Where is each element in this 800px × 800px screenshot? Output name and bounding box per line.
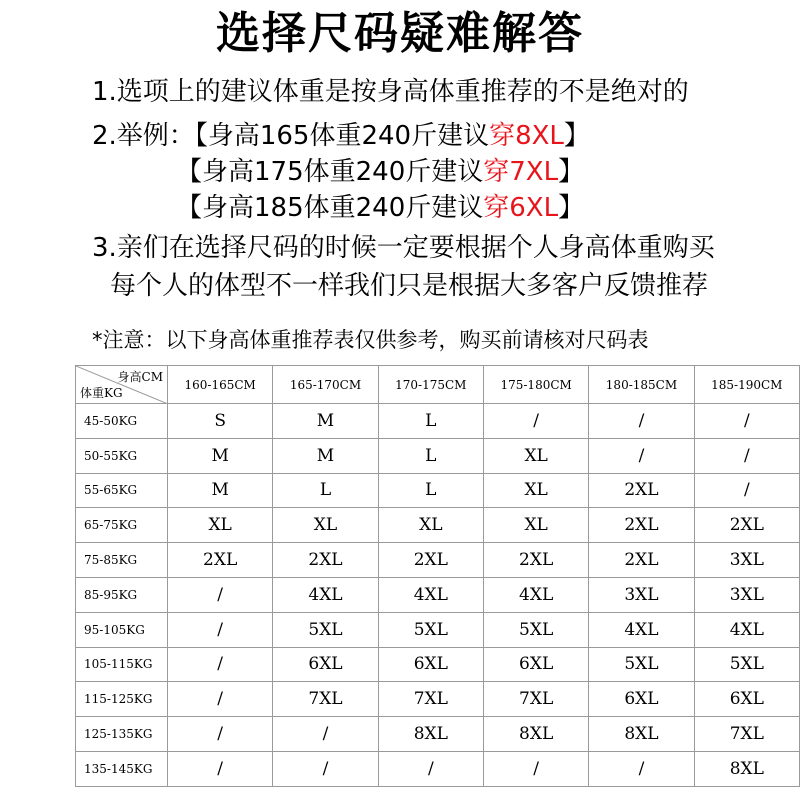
size-cell: L: [378, 473, 483, 508]
size-cell: 2XL: [168, 543, 273, 578]
size-cell: M: [273, 404, 378, 439]
weight-range-cell: 115-125KG: [76, 682, 168, 717]
size-cell: 5XL: [694, 647, 799, 682]
size-cell: 2XL: [589, 473, 694, 508]
size-cell: 2XL: [378, 543, 483, 578]
size-cell: 3XL: [694, 543, 799, 578]
size-cell: XL: [168, 508, 273, 543]
size-cell: 5XL: [378, 612, 483, 647]
size-cell: 4XL: [589, 612, 694, 647]
column-header: 185-190CM: [694, 366, 799, 404]
size-cell: 2XL: [483, 543, 588, 578]
size-cell: 8XL: [483, 717, 588, 752]
size-cell: XL: [378, 508, 483, 543]
tip-3a: 3.亲们在选择尺码的时候一定要根据个人身高体重购买: [92, 233, 715, 263]
table-row: [76, 647, 800, 682]
size-cell: /: [694, 404, 799, 439]
size-cell: L: [378, 438, 483, 473]
example-text: 【身高185体重240斤建议: [176, 193, 484, 223]
table-row: [76, 404, 800, 439]
weight-range-cell: 45-50KG: [76, 404, 168, 439]
table-row: [76, 508, 800, 543]
example-1: [92, 120, 590, 152]
example-2: [176, 156, 584, 188]
example-prefix: 2.举例：: [92, 121, 195, 151]
weight-range-cell: 135-145KG: [76, 751, 168, 786]
size-cell: 5XL: [589, 647, 694, 682]
size-cell: /: [694, 438, 799, 473]
page-title: 选择尺码疑难解答: [216, 8, 584, 59]
size-cell: /: [589, 751, 694, 786]
example-close: 】: [563, 121, 590, 151]
size-cell: /: [378, 751, 483, 786]
size-cell: 2XL: [589, 543, 694, 578]
table-row: [76, 682, 800, 717]
size-cell: 2XL: [694, 508, 799, 543]
size-cell: M: [168, 438, 273, 473]
column-header: 165-170CM: [273, 366, 378, 404]
table-row: [76, 438, 800, 473]
size-cell: 7XL: [273, 682, 378, 717]
size-cell: /: [694, 473, 799, 508]
notice: *注意：以下身高体重推荐表仅供参考，购买前请核对尺码表: [92, 328, 649, 352]
weight-range-cell: 85-95KG: [76, 577, 168, 612]
size-cell: /: [168, 577, 273, 612]
size-cell: 5XL: [273, 612, 378, 647]
size-cell: /: [168, 612, 273, 647]
table-row: [76, 717, 800, 752]
weight-range-cell: 95-105KG: [76, 612, 168, 647]
example-size: 穿6XL: [483, 193, 559, 223]
size-cell: 4XL: [483, 577, 588, 612]
size-cell: /: [168, 647, 273, 682]
header-row: [76, 366, 800, 404]
weight-range-cell: 105-115KG: [76, 647, 168, 682]
size-cell: 6XL: [589, 682, 694, 717]
size-chart-table: [75, 365, 800, 787]
height-axis-label: 身高CM: [117, 370, 163, 384]
corner-cell: [76, 366, 168, 404]
size-cell: XL: [273, 508, 378, 543]
size-cell: 2XL: [273, 543, 378, 578]
weight-range-cell: 55-65KG: [76, 473, 168, 508]
example-text: 【身高175体重240斤建议: [176, 157, 484, 187]
size-cell: XL: [483, 508, 588, 543]
example-text: 【身高165体重240斤建议: [194, 121, 490, 151]
size-cell: 2XL: [589, 508, 694, 543]
size-cell: L: [273, 473, 378, 508]
size-cell: 7XL: [694, 717, 799, 752]
table-row: [76, 473, 800, 508]
size-cell: 7XL: [483, 682, 588, 717]
table-row: [76, 577, 800, 612]
size-cell: /: [168, 682, 273, 717]
size-cell: 3XL: [589, 577, 694, 612]
size-cell: 3XL: [694, 577, 799, 612]
example-close: 】: [558, 193, 585, 223]
size-cell: /: [273, 717, 378, 752]
table-row: [76, 543, 800, 578]
example-size: 穿7XL: [483, 157, 559, 187]
column-header: 160-165CM: [168, 366, 273, 404]
size-cell: 6XL: [483, 647, 588, 682]
table-row: [76, 612, 800, 647]
example-close: 】: [558, 157, 585, 187]
size-cell: /: [483, 404, 588, 439]
tip-1: 1.选项上的建议体重是按身高体重推荐的不是绝对的: [92, 77, 689, 107]
weight-range-cell: 50-55KG: [76, 438, 168, 473]
size-cell: L: [378, 404, 483, 439]
size-cell: 4XL: [378, 577, 483, 612]
weight-range-cell: 65-75KG: [76, 508, 168, 543]
size-cell: XL: [483, 438, 588, 473]
size-cell: 4XL: [273, 577, 378, 612]
size-cell: XL: [483, 473, 588, 508]
tip-3b: 每个人的体型不一样我们只是根据大多客户反馈推荐: [110, 271, 709, 301]
size-cell: /: [273, 751, 378, 786]
size-cell: 5XL: [483, 612, 588, 647]
size-cell: 7XL: [378, 682, 483, 717]
size-cell: 6XL: [273, 647, 378, 682]
size-cell: S: [168, 404, 273, 439]
size-cell: M: [168, 473, 273, 508]
weight-axis-label: 体重KG: [80, 386, 123, 400]
size-cell: 8XL: [589, 717, 694, 752]
column-header: 175-180CM: [483, 366, 588, 404]
example-size: 穿8XL: [489, 121, 564, 151]
size-cell: /: [168, 717, 273, 752]
weight-range-cell: 75-85KG: [76, 543, 168, 578]
table-row: [76, 751, 800, 786]
size-cell: /: [589, 438, 694, 473]
size-cell: M: [273, 438, 378, 473]
size-cell: 4XL: [694, 612, 799, 647]
size-cell: 8XL: [378, 717, 483, 752]
example-3: [176, 192, 584, 224]
size-cell: 6XL: [378, 647, 483, 682]
size-cell: /: [483, 751, 588, 786]
weight-range-cell: 125-135KG: [76, 717, 168, 752]
column-header: 170-175CM: [378, 366, 483, 404]
size-cell: /: [589, 404, 694, 439]
size-cell: 8XL: [694, 751, 799, 786]
size-cell: /: [168, 751, 273, 786]
size-cell: 6XL: [694, 682, 799, 717]
column-header: 180-185CM: [589, 366, 694, 404]
